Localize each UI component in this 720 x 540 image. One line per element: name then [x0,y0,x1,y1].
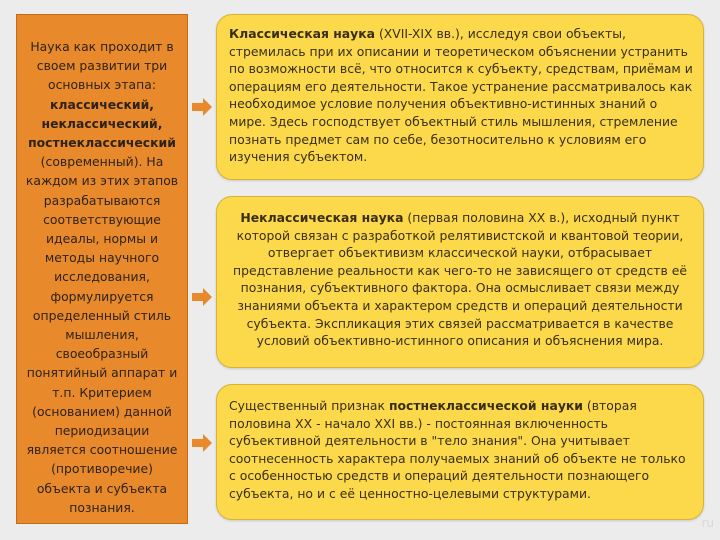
nonclassical-science-text: (первая половина XX в.), исходный пункт которой связан с разработкой релятивистской и квантовой теории, отвергает объективизм классической науки, отбрасывает представление реальности как чего-то не зависящего от средств её познания, субъективного фактора. Она осмысливает связи между знаниями объекта и характером средств и операций деятельности субъекта. Экспликация этих связей рассматривается в качестве условий объективно-истинного описания и объяснения мира. [232,210,687,349]
watermark: ru [701,516,714,530]
panel-intro-text: Наука как проходит в своем развитии три основных этапа: [30,39,174,93]
periodization-panel [16,14,188,524]
arrow-right-icon [190,432,214,454]
postnonclassical-science-box [216,384,704,520]
arrow-right-icon [190,96,214,118]
postnonclassical-science-pre: Существенный признак [229,398,389,413]
classical-science-box [216,14,704,180]
arrow-right-icon [190,286,214,308]
postnonclassical-science-term: постнеклассической науки [388,398,583,413]
classical-science-text: (XVII-XIX вв.), исследуя свои объекты, стремилась при их описании и теоретическом объяснении устранить по возможности всё, что относится к субъекту, средствам, приёмам и операциям его деятельности. Такое устранение рассматривалось как необходимое условие получения объективно-истинных знаний о мире. Здесь господствует объектный стиль мышления, стремление познать предмет сам по себе, безотносительно к условиям его изучения субъектом. [229,26,693,165]
postnonclassical-science-text: (вторая половина XX - начало XXI вв.) - постоянная включенность субъективной деятельности в "тело знания". Она учитывает соотнесенность характера получаемых знаний об объекте не только с особенностью средств и операций деятельности познающего субъекта, но и с её ценностно-целевыми структурами. [229,398,686,501]
classical-science-term: Классическая наука [229,26,376,41]
panel-outro-text: (современный). На каждом из этих этапов разрабатываются соответствующие идеалы, нормы и методы научного исследования, формулируется определенный стиль мышления, своеобразный понятийный аппарат и т.п. Критерием (основанием) данной периодизации является соотношение (противоречие) объекта и субъекта познания. [25,154,179,515]
nonclassical-science-term: Неклассическая наука [240,210,404,225]
panel-stages-text: классический, неклассический, постнеклассический [28,96,176,151]
nonclassical-science-box [216,196,704,368]
